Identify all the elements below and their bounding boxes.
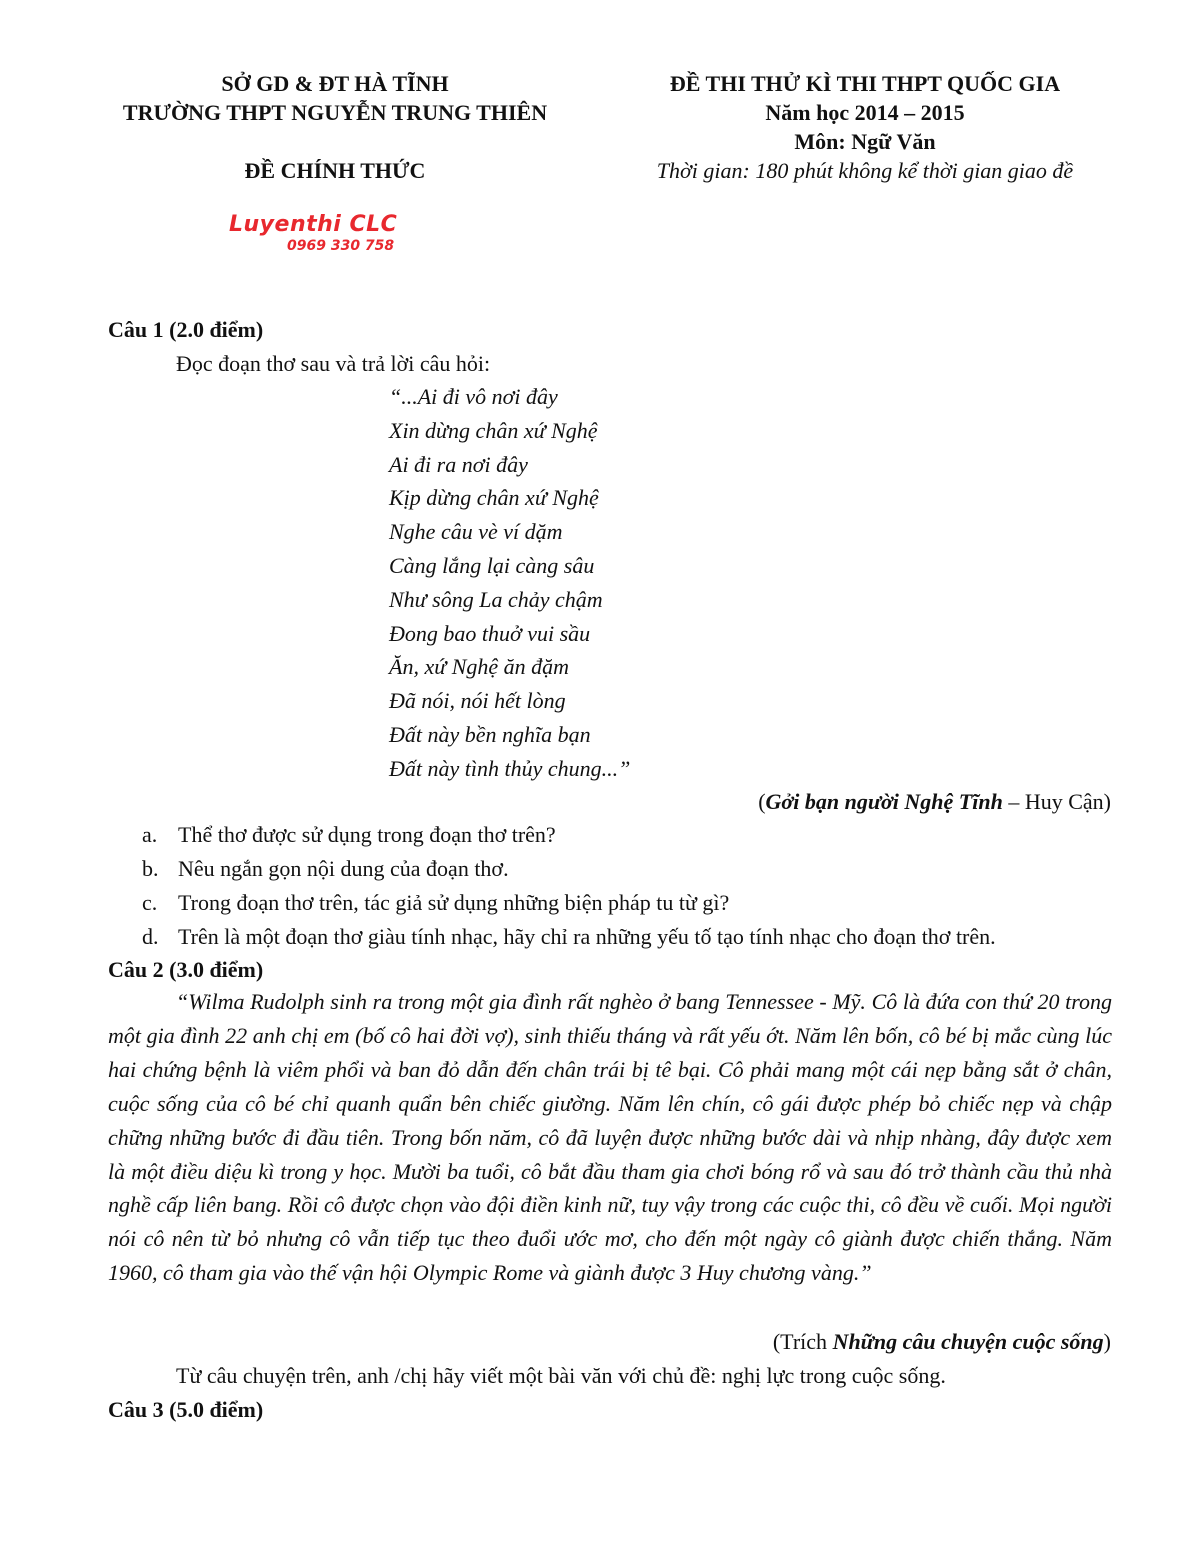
question-1-subquestions bbox=[142, 818, 996, 954]
school-year: Năm học 2014 – 2015 bbox=[765, 100, 965, 125]
source-prefix: (Trích bbox=[772, 1329, 833, 1354]
item-text: Nêu ngắn gọn nội dung của đoạn thơ. bbox=[178, 856, 509, 881]
department-name: SỞ GD & ĐT HÀ TĨNH bbox=[221, 71, 449, 96]
logo-phone: 0969 330 758 bbox=[287, 238, 395, 254]
poem-line: Như sông La chảy chậm bbox=[389, 586, 603, 612]
list-item bbox=[142, 920, 996, 954]
exam-title: ĐỀ THI THỬ KÌ THI THPT QUỐC GIA bbox=[669, 71, 1061, 96]
poem-line: Đất này tình thủy chung...” bbox=[389, 755, 631, 781]
poem-line: Ăn, xứ Nghệ ăn đặm bbox=[389, 654, 570, 680]
poem-line: Ai đi ra nơi đây bbox=[389, 451, 528, 477]
item-label: a. bbox=[142, 822, 158, 847]
question-1-instruction: Đọc đoạn thơ sau và trả lời câu hỏi: bbox=[176, 351, 491, 376]
poem bbox=[389, 380, 630, 786]
list-item bbox=[142, 818, 996, 852]
school-name: TRƯỜNG THPT NGUYỄN TRUNG THIÊN bbox=[122, 100, 548, 125]
list-item bbox=[142, 852, 996, 886]
item-text: Thể thơ được sử dụng trong đoạn thơ trên? bbox=[178, 822, 556, 847]
question-2-heading: Câu 2 (3.0 điểm) bbox=[108, 957, 264, 982]
item-label: c. bbox=[142, 890, 158, 915]
list-item bbox=[142, 886, 996, 920]
question-2-task: Từ câu chuyện trên, anh /chị hãy viết một bài văn với chủ đề: nghị lực trong cuộc sống. bbox=[176, 1363, 946, 1388]
poem-line: Kịp dừng chân xứ Nghệ bbox=[389, 485, 599, 511]
question-1-heading: Câu 1 (2.0 điểm) bbox=[108, 317, 264, 342]
story-source bbox=[773, 1325, 1111, 1359]
item-label: b. bbox=[142, 856, 159, 881]
official-label: ĐỀ CHÍNH THỨC bbox=[244, 158, 426, 183]
item-text: Trong đoạn thơ trên, tác giả sử dụng những biện pháp tu từ gì? bbox=[178, 890, 730, 915]
item-label: d. bbox=[142, 924, 159, 949]
poem-author: – Huy Cận) bbox=[1002, 789, 1111, 814]
poem-line: Càng lắng lại càng sâu bbox=[389, 552, 595, 578]
school-header bbox=[70, 69, 600, 185]
poem-source bbox=[758, 785, 1111, 819]
poem-line: “...Ai đi vô nơi đây bbox=[389, 384, 558, 409]
poem-title: Gởi bạn người Nghệ Tĩnh bbox=[765, 789, 1003, 814]
logo-text: Luyenthi CLC bbox=[229, 212, 398, 237]
poem-line: Xin dừng chân xứ Nghệ bbox=[389, 417, 598, 443]
item-text: Trên là một đoạn thơ giàu tính nhạc, hãy chỉ ra những yếu tố tạo tính nhạc cho đoạn thơ trên. bbox=[178, 924, 996, 949]
story-passage: “Wilma Rudolph sinh ra trong một gia đình rất nghèo ở bang Tennessee - Mỹ. Cô là đứa con thứ 20 trong một gia đình 22 anh chị em (bố cô hai đời vợ), sinh thiếu tháng và rất yếu ớt. Năm lên bốn, cô bé bị mắc cùng lúc hai chứng bệnh là viêm phổi và ban đỏ dẫn đến chân trái bị tê bại. Cô phải mang một cái nẹp bằng sắt ở chân, cuộc sống của cô bé chỉ quanh quẩn bên chiếc giường. Năm lên chín, cô gái được phép bỏ chiếc nẹp và chập chững những bước đi đầu tiên. Trong bốn năm, cô đã luyện được những bước dài và nhịp nhàng, đây được xem là một điều diệu kì trong y học. Mười ba tuổi, cô bắt đầu tham gia chơi bóng rổ và sau đó trở thành cầu thủ nhà nghề cấp liên bang. Rồi cô được chọn vào đội điền kinh nữ, tuy vậy trong các cuộc thi, cô đều về cuối. Mọi người nói cô nên từ bỏ nhưng cô vẫn tiếp tục theo đuổi ước mơ, cho đến một ngày cô giành được chiến thắng. Năm 1960, cô tham gia vào thế vận hội Olympic Rome và giành được 3 Huy chương vàng.” bbox=[108, 989, 1112, 1286]
poem-line: Đong bao thuở vui sầu bbox=[389, 620, 591, 646]
time-limit: Thời gian: 180 phút không kể thời gian giao đề bbox=[656, 158, 1074, 183]
source-open: ( bbox=[758, 789, 766, 814]
source-suffix: ) bbox=[1103, 1329, 1111, 1354]
poem-line: Nghe câu vè ví dặm bbox=[389, 519, 563, 545]
exam-header bbox=[600, 69, 1130, 185]
poem-line: Đất này bền nghĩa bạn bbox=[389, 721, 591, 747]
subject: Môn: Ngữ Văn bbox=[794, 129, 936, 154]
watermark-logo bbox=[229, 213, 444, 258]
question-3-heading: Câu 3 (5.0 điểm) bbox=[108, 1397, 264, 1422]
story-source-title: Những câu chuyện cuộc sống bbox=[832, 1329, 1104, 1354]
poem-line: Đã nói, nói hết lòng bbox=[389, 688, 566, 714]
